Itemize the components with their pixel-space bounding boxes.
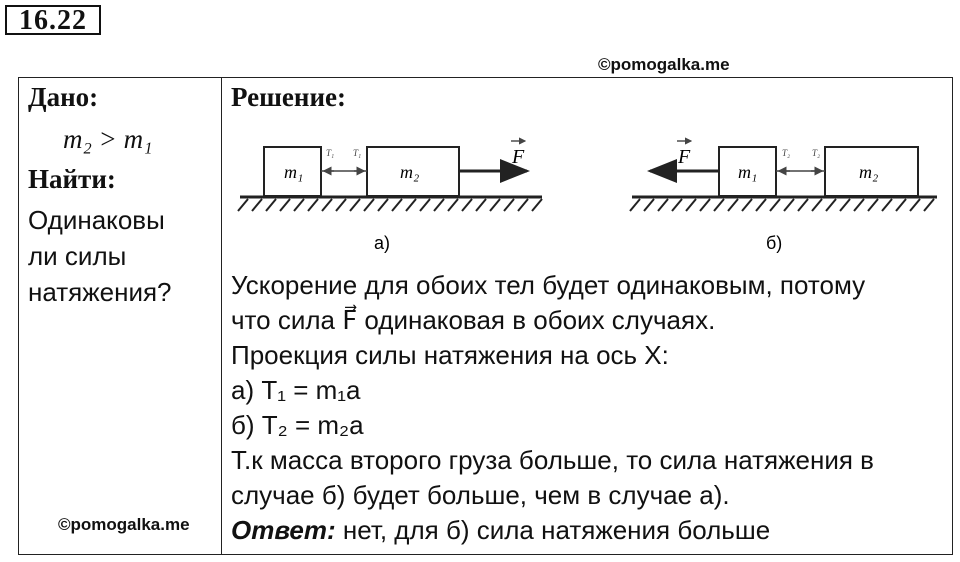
- watermark-top: ©pomogalka.me: [598, 55, 730, 74]
- question-line: ли силы: [28, 241, 127, 271]
- watermark-bottom: ©pomogalka.me: [58, 515, 190, 534]
- label-m1: m₁: [284, 162, 304, 182]
- solution-column: [222, 78, 953, 555]
- solution-line: а) T₁ = m₁a: [231, 375, 361, 405]
- find-question: [28, 202, 218, 310]
- solution-line: Ускорение для обоих тел будет одинаковым, потому: [231, 270, 866, 300]
- problem-table: [18, 77, 953, 555]
- given-heading: Дано:: [28, 82, 99, 112]
- label-m2: m₂: [400, 162, 420, 182]
- question-line: натяжения?: [28, 277, 172, 307]
- solution-line: Проекция силы натяжения на ось X:: [231, 340, 669, 370]
- problem-number: 16.22: [5, 5, 101, 35]
- ground-hatch: [630, 199, 934, 211]
- solution-text: [231, 268, 951, 548]
- solution-line: б) T₂ = m₂a: [231, 410, 364, 440]
- find-heading: Найти:: [28, 164, 116, 194]
- label-m1: m₁: [738, 162, 758, 182]
- ground-hatch: [238, 199, 542, 211]
- solution-line: что сила F⃗ одинаковая в обоих случаях.: [231, 305, 716, 335]
- label-tension: T₂: [782, 148, 791, 158]
- given-column: [19, 78, 222, 555]
- figure-b: [630, 141, 937, 253]
- caption-a: а): [374, 233, 391, 253]
- question-line: Одинаковы: [28, 205, 165, 235]
- solution-heading: Решение:: [231, 82, 346, 112]
- label-tension: T₂: [812, 148, 821, 158]
- label-m2: m₂: [859, 162, 879, 182]
- solution-line: Т.к масса второго груза больше, то сила натяжения в: [231, 445, 874, 475]
- answer-text: нет, для б) сила натяжения больше: [335, 515, 771, 545]
- force-diagrams: [222, 123, 955, 273]
- figure-a: [238, 141, 542, 253]
- label-tension: T₁: [326, 148, 335, 158]
- answer-label: Ответ:: [231, 515, 336, 545]
- answer-line: [231, 513, 951, 548]
- label-force: F: [678, 146, 691, 168]
- given-relation: m₂ > m₁: [63, 124, 153, 154]
- label-tension: T₁: [353, 148, 362, 158]
- label-force: F: [512, 146, 525, 168]
- solution-line: случае б) будет больше, чем в случае а).: [231, 480, 730, 510]
- caption-b: б): [766, 233, 783, 253]
